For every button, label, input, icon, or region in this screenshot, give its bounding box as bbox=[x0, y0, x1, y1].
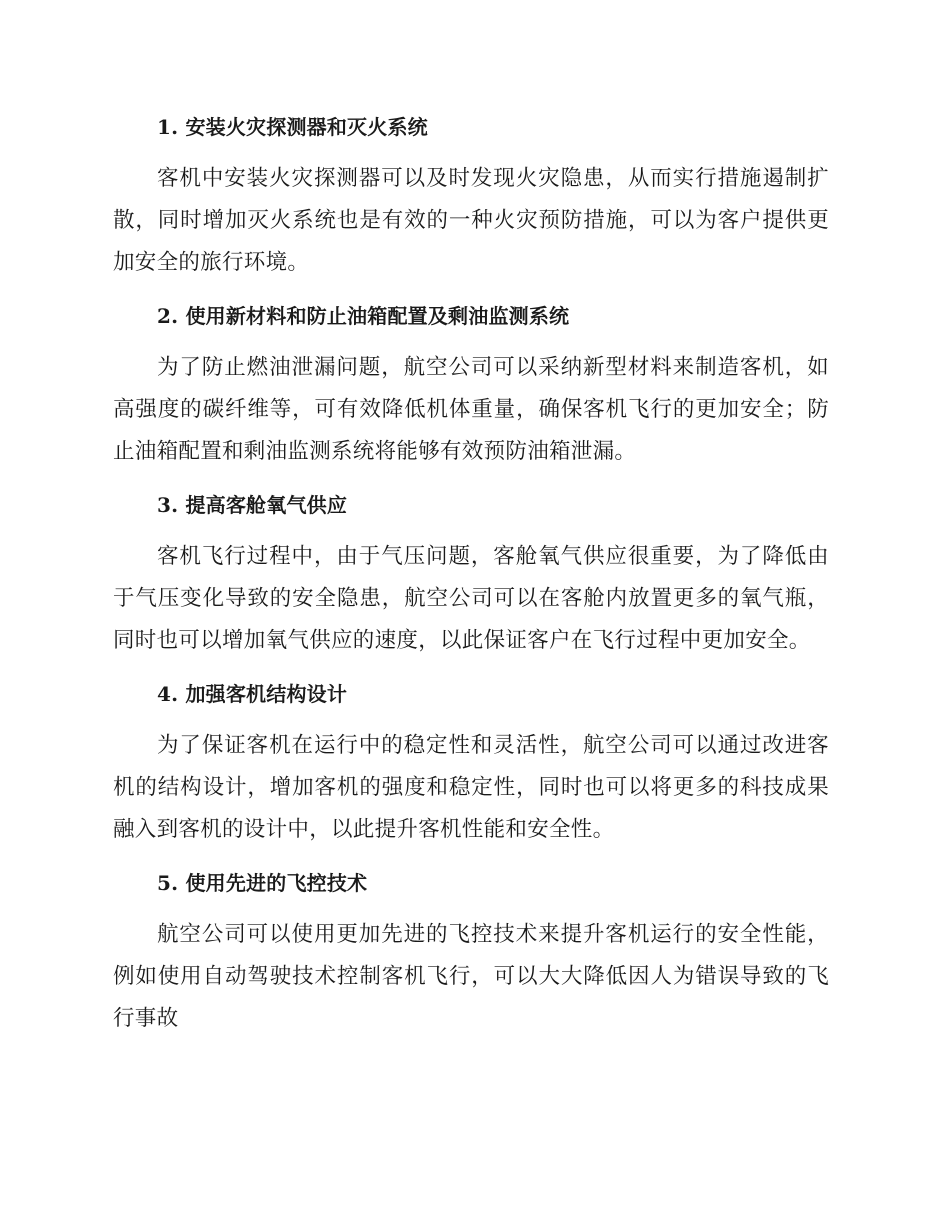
section-fire-detection bbox=[113, 108, 829, 284]
section-heading: 1. 安装火灾探测器和灭火系统 bbox=[157, 115, 428, 139]
section-paragraph: 航空公司可以使用更加先进的飞控技术来提升客机运行的安全性能，例如使用自动驾驶技术控制客机飞行，可以大大降低因人为错误导致的飞行事故 bbox=[113, 922, 829, 1031]
document-page bbox=[113, 108, 829, 1053]
section-new-materials bbox=[113, 297, 829, 473]
section-heading: 2. 使用新材料和防止油箱配置及剩油监测系统 bbox=[157, 304, 570, 328]
section-paragraph: 客机飞行过程中，由于气压问题，客舱氧气供应很重要，为了降低由于气压变化导致的安全隐患，航空公司可以在客舱内放置更多的氧气瓶，同时也可以增加氧气供应的速度，以此保证客户在飞行过程中更加安全。 bbox=[113, 544, 829, 653]
section-structure-design bbox=[113, 675, 829, 851]
section-heading: 3. 提高客舱氧气供应 bbox=[157, 493, 348, 517]
section-heading: 4. 加强客机结构设计 bbox=[157, 682, 348, 706]
section-cabin-oxygen bbox=[113, 486, 829, 662]
section-paragraph: 为了保证客机在运行中的稳定性和灵活性，航空公司可以通过改进客机的结构设计，增加客机的强度和稳定性，同时也可以将更多的科技成果融入到客机的设计中，以此提升客机性能和安全性。 bbox=[113, 733, 829, 842]
section-heading: 5. 使用先进的飞控技术 bbox=[157, 871, 368, 895]
section-flight-control bbox=[113, 864, 829, 1040]
section-paragraph: 客机中安装火灾探测器可以及时发现火灾隐患，从而实行措施遏制扩散，同时增加灭火系统也是有效的一种火灾预防措施，可以为客户提供更加安全的旅行环境。 bbox=[113, 166, 829, 275]
section-paragraph: 为了防止燃油泄漏问题，航空公司可以采纳新型材料来制造客机，如高强度的碳纤维等，可有效降低机体重量，确保客机飞行的更加安全；防止油箱配置和剩油监测系统将能够有效预防油箱泄漏。 bbox=[113, 355, 829, 464]
